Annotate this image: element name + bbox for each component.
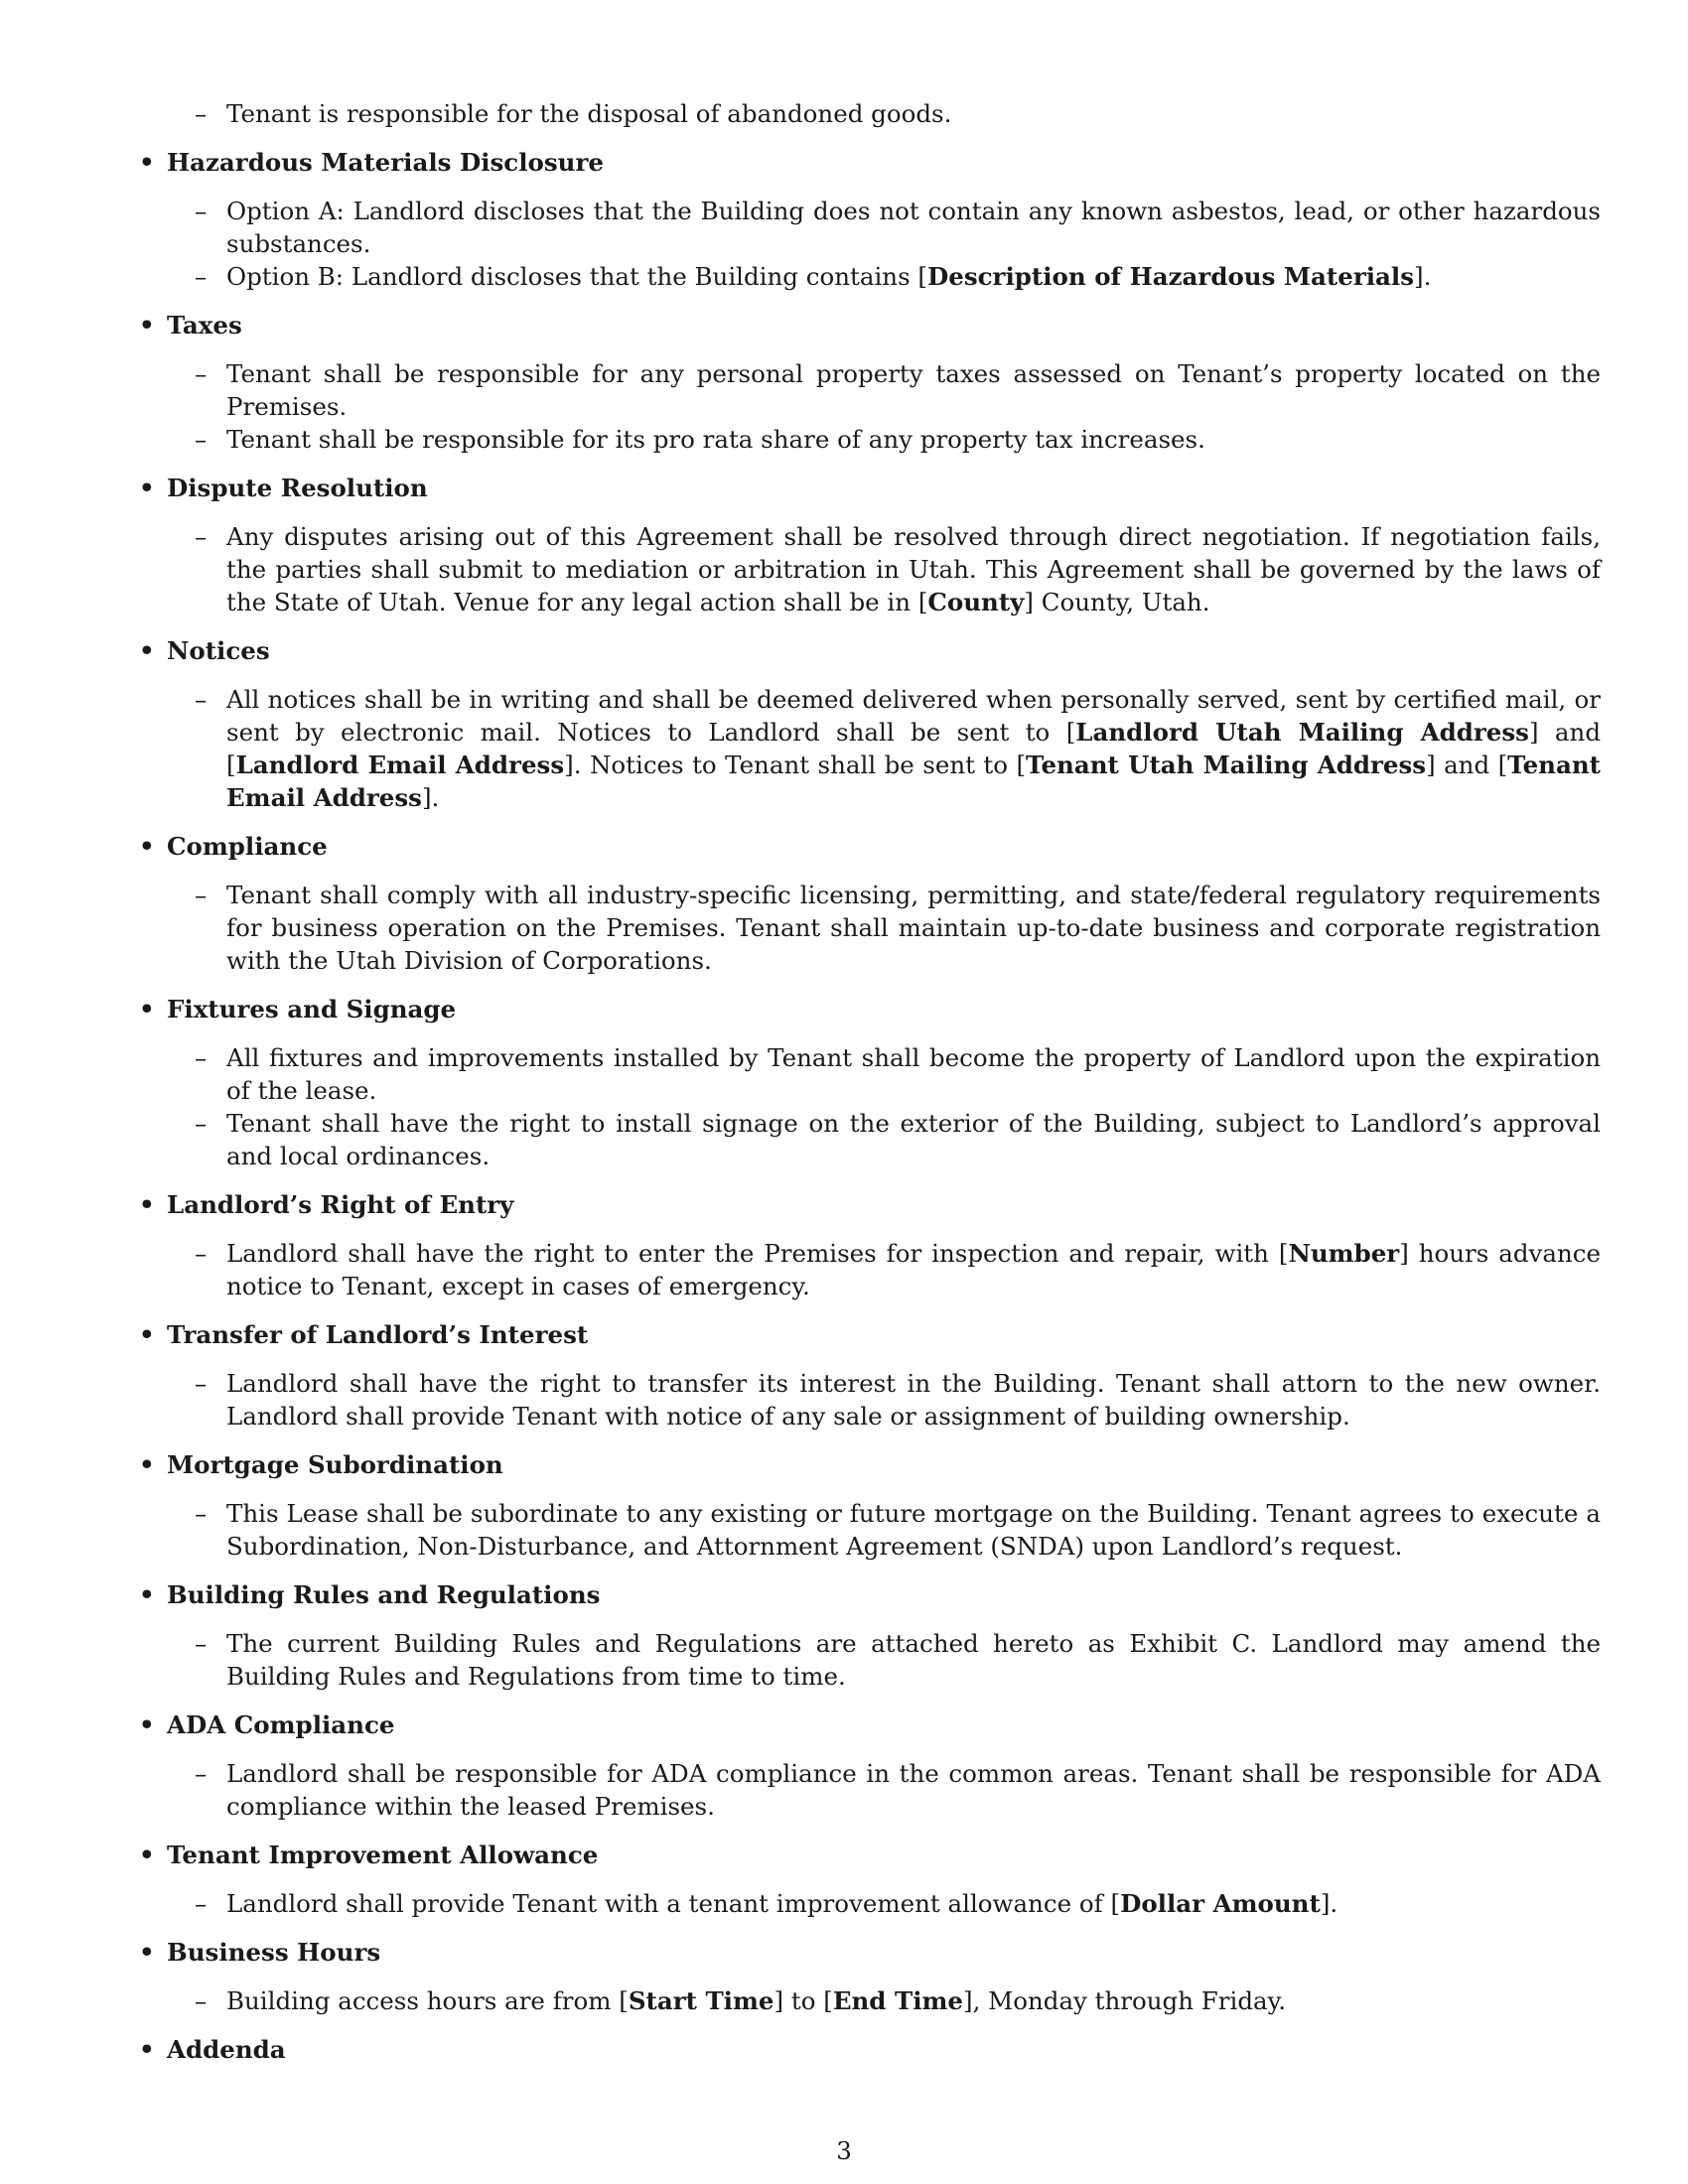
section-title bbox=[139, 1708, 1601, 1741]
text-run: ] and [ bbox=[1426, 751, 1508, 779]
bullet-marker: • bbox=[139, 1580, 155, 1609]
bullet-marker: • bbox=[139, 1320, 155, 1349]
section-title bbox=[139, 146, 1601, 179]
section bbox=[139, 993, 1601, 1172]
section bbox=[139, 2033, 1601, 2066]
bullet-marker: • bbox=[139, 995, 155, 1024]
section bbox=[139, 472, 1601, 618]
dash-marker: – bbox=[195, 1986, 208, 2015]
bullet-marker: • bbox=[139, 636, 155, 665]
sub-item bbox=[195, 1367, 1601, 1433]
sub-item bbox=[195, 1984, 1601, 2017]
sub-item bbox=[195, 260, 1601, 293]
section bbox=[139, 1448, 1601, 1563]
dash-marker: – bbox=[195, 359, 208, 388]
section bbox=[139, 309, 1601, 456]
section-title-text: Fixtures and Signage bbox=[167, 995, 457, 1024]
section-title-text: Tenant Improvement Allowance bbox=[167, 1841, 599, 1869]
text-run: All fixtures and improvements installed by Tenant shall become the property of Landlord upon the expiration of the lease. bbox=[226, 1043, 1601, 1105]
section-title bbox=[139, 1318, 1601, 1351]
placeholder-field: Start Time bbox=[628, 1986, 774, 2015]
lease-terms-list bbox=[139, 97, 1602, 2066]
bullet-marker: • bbox=[139, 1450, 155, 1479]
text-run: ], Monday through Friday. bbox=[963, 1986, 1287, 2015]
bullet-marker: • bbox=[139, 1841, 155, 1869]
text-run: The current Building Rules and Regulations are attached hereto as Exhibit C. Landlord may amend the Building Rules and Regulations from time to time. bbox=[226, 1629, 1601, 1691]
section-title bbox=[139, 472, 1601, 504]
placeholder-field: Landlord Utah Mailing Address bbox=[1075, 718, 1529, 747]
section-title-text: Landlord’s Right of Entry bbox=[167, 1190, 514, 1219]
placeholder-field: Tenant Email Address bbox=[226, 751, 1601, 812]
placeholder-field: Description of Hazardous Materials bbox=[927, 262, 1415, 291]
sub-item bbox=[195, 520, 1601, 618]
sub-item bbox=[195, 1627, 1601, 1693]
text-run: Landlord shall have the right to transfer its interest in the Building. Tenant shall attorn to the new owner. Landlord shall provide Tenant with notice of any sale or assignment of building ownership. bbox=[226, 1369, 1601, 1431]
sub-item bbox=[195, 1041, 1601, 1107]
bullet-marker: • bbox=[139, 148, 155, 177]
sub-item bbox=[195, 1237, 1601, 1302]
placeholder-field: End Time bbox=[832, 1986, 964, 2015]
dash-marker: – bbox=[195, 425, 208, 454]
text-run: ] County, Utah. bbox=[1024, 588, 1210, 616]
section-title bbox=[139, 2033, 1601, 2066]
section bbox=[139, 634, 1602, 814]
dash-marker: – bbox=[195, 99, 208, 128]
dash-marker: – bbox=[195, 1043, 208, 1072]
text-run: Building access hours are from [ bbox=[226, 1986, 629, 2015]
text-run: ]. bbox=[1320, 1889, 1338, 1918]
section-title-text: Taxes bbox=[167, 311, 242, 340]
dash-marker: – bbox=[195, 881, 208, 909]
section bbox=[139, 1188, 1601, 1302]
section-title bbox=[139, 1839, 1601, 1871]
text-run: Landlord shall have the right to enter the Premises for inspection and repair, with [ bbox=[226, 1239, 1289, 1268]
placeholder-field: Dollar Amount bbox=[1120, 1889, 1321, 1918]
section-title bbox=[139, 830, 1601, 863]
section-title-text: Compliance bbox=[167, 832, 328, 861]
section-title-text: ADA Compliance bbox=[167, 1710, 395, 1739]
dash-marker: – bbox=[195, 1109, 208, 1138]
bullet-marker: • bbox=[139, 2035, 155, 2064]
bullet-marker: • bbox=[139, 832, 155, 861]
section-title-text: Building Rules and Regulations bbox=[167, 1580, 601, 1609]
section-title bbox=[139, 1448, 1601, 1481]
text-run: ] and [ bbox=[226, 718, 1602, 779]
dash-marker: – bbox=[195, 1369, 208, 1398]
section-title-text: Business Hours bbox=[167, 1938, 381, 1967]
section bbox=[139, 146, 1601, 293]
section-title bbox=[139, 1936, 1601, 1969]
section-title bbox=[139, 1188, 1601, 1221]
section-title-text: Transfer of Landlord’s Interest bbox=[167, 1320, 589, 1349]
sub-item bbox=[195, 1107, 1601, 1172]
sub-item bbox=[195, 423, 1601, 456]
section bbox=[139, 1318, 1601, 1433]
sub-item bbox=[195, 683, 1602, 814]
section-title-text: Notices bbox=[167, 636, 270, 665]
bullet-marker: • bbox=[139, 1710, 155, 1739]
placeholder-field: Tenant Utah Mailing Address bbox=[1026, 751, 1427, 779]
sub-item bbox=[195, 195, 1601, 260]
text-run: Tenant shall be responsible for its pro rata share of any property tax increases. bbox=[226, 425, 1205, 454]
text-run: Landlord shall be responsible for ADA compliance in the common areas. Tenant shall be responsible for ADA compliance within the leased Premises. bbox=[226, 1759, 1601, 1821]
section-title bbox=[139, 1578, 1601, 1611]
page-number: 3 bbox=[836, 2136, 852, 2165]
dash-marker: – bbox=[195, 262, 208, 291]
text-run: Any disputes arising out of this Agreement shall be resolved through direct negotiation. If negotiation fails, the parties shall submit to mediation or arbitration in Utah. This Agreement shall be governed by the laws of the State of Utah. Venue for any legal action shall be in [ bbox=[226, 522, 1601, 616]
section bbox=[139, 830, 1601, 977]
section-title bbox=[139, 993, 1601, 1025]
dash-marker: – bbox=[195, 685, 208, 714]
text-run: Tenant shall comply with all industry-specific licensing, permitting, and state/federal regulatory requirements for business operation on the Premises. Tenant shall maintain up-to-date business and corporate registration with the Utah Division of Corporations. bbox=[226, 881, 1601, 975]
text-run: Option A: Landlord discloses that the Building does not contain any known asbestos, lead, or other hazardous substances. bbox=[226, 197, 1601, 258]
placeholder-field: County bbox=[927, 588, 1025, 616]
section bbox=[139, 1708, 1601, 1823]
bullet-marker: • bbox=[139, 311, 155, 340]
section-title-text: Dispute Resolution bbox=[167, 474, 428, 502]
text-run: All notices shall be in writing and shall be deemed delivered when personally served, sent by certified mail, or sent by electronic mail. Notices to Landlord shall be sent to [ bbox=[226, 685, 1601, 747]
sub-item bbox=[195, 357, 1601, 423]
sub-item bbox=[195, 1757, 1601, 1823]
section-title-text: Addenda bbox=[167, 2035, 286, 2064]
section-title-text: Mortgage Subordination bbox=[167, 1450, 503, 1479]
dash-marker: – bbox=[195, 522, 208, 551]
text-run: Tenant shall have the right to install signage on the exterior of the Building, subject to Landlord’s approval and local ordinances. bbox=[226, 1109, 1601, 1170]
section bbox=[139, 1578, 1601, 1693]
dash-marker: – bbox=[195, 1759, 208, 1788]
placeholder-field: Number bbox=[1288, 1239, 1400, 1268]
text-run: Tenant is responsible for the disposal of abandoned goods. bbox=[226, 99, 952, 128]
section-title bbox=[139, 634, 1601, 667]
text-run: Landlord shall provide Tenant with a tenant improvement allowance of [ bbox=[226, 1889, 1121, 1918]
section-title-text: Hazardous Materials Disclosure bbox=[167, 148, 604, 177]
dash-marker: – bbox=[195, 1889, 208, 1918]
sub-item bbox=[195, 879, 1601, 977]
bullet-marker: • bbox=[139, 1190, 155, 1219]
text-run: Tenant shall be responsible for any personal property taxes assessed on Tenant’s property located on the Premises. bbox=[226, 359, 1601, 421]
dash-marker: – bbox=[195, 1239, 208, 1268]
dash-marker: – bbox=[195, 197, 208, 225]
sub-item bbox=[195, 1887, 1601, 1920]
text-run: ]. bbox=[421, 783, 440, 812]
section bbox=[139, 1936, 1601, 2017]
dash-marker: – bbox=[195, 1629, 208, 1658]
text-run: ] hours advance notice to Tenant, except in cases of emergency. bbox=[226, 1239, 1601, 1300]
section-title bbox=[139, 309, 1601, 341]
section bbox=[139, 1839, 1601, 1920]
bullet-marker: • bbox=[139, 474, 155, 502]
placeholder-field: Landlord Email Address bbox=[235, 751, 565, 779]
text-run: Option B: Landlord discloses that the Building contains [ bbox=[226, 262, 927, 291]
sub-item bbox=[195, 1497, 1601, 1563]
dash-marker: – bbox=[195, 1499, 208, 1528]
text-run: ] to [ bbox=[774, 1986, 833, 2015]
text-run: ]. bbox=[1414, 262, 1432, 291]
text-run: ]. Notices to Tenant shall be sent to [ bbox=[564, 751, 1027, 779]
carryover-item bbox=[195, 97, 1601, 130]
bullet-marker: • bbox=[139, 1938, 155, 1967]
text-run: This Lease shall be subordinate to any existing or future mortgage on the Building. Tenant agrees to execute a Subordination, Non-Disturbance, and Attornment Agreement (SNDA) upon Landlord’s request. bbox=[226, 1499, 1601, 1561]
